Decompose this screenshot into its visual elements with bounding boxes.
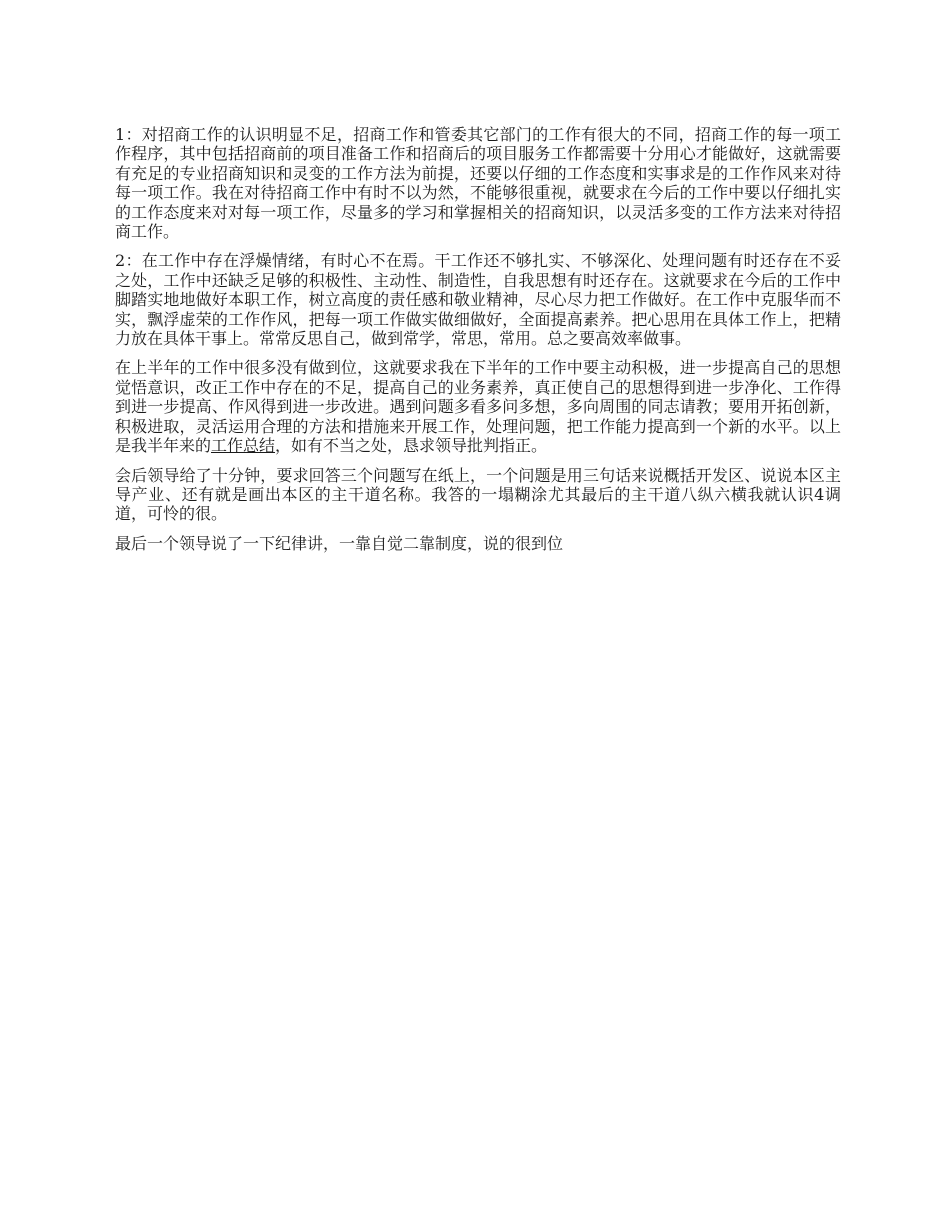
work-summary-link[interactable]: 工作总结 [211,436,276,456]
document-body [115,125,841,563]
paragraph-3 [115,358,841,455]
paragraph-4: 会后领导给了十分钟，要求回答三个问题写在纸上，一个问题是用三句话来说概括开发区、说说本区主导产业、还有就是画出本区的主干道名称。我答的一塌糊涂尤其最后的主干道八纵六横我就认识4调道，可怜的很。 [115,465,841,524]
paragraph-3-text-before: 在上半年的工作中很多没有做到位，这就要求我在下半年的工作中要主动积极，进一步提高自己的思想觉悟意识，改正工作中存在的不足，提高自己的业务素养，真正使自己的思想得到进一步净化、工作得到进一步提高、作风得到进一步改进。遇到问题多看多问多想，多向周围的同志请教；要用开拓创新，积极进取，灵活运用合理的方法和措施来开展工作，处理问题，把工作能力提高到一个新的水平。以上是我半年来的 [115,358,841,456]
paragraph-5: 最后一个领导说了一下纪律讲，一靠自觉二靠制度，说的很到位 [115,533,564,553]
paragraph-2: 2：在工作中存在浮燥情绪，有时心不在焉。干工作还不够扎实、不够深化、处理问题有时还存在不妥之处，工作中还缺乏足够的积极性、主动性、制造性，自我思想有时还存在。这就要求在今后的工作中脚踏实地地做好本职工作，树立高度的责任感和敬业精神，尽心尽力把工作做好。在工作中克服华而不实，飘浮虚荣的工作作风，把每一项工作做实做细做好，全面提高素养。把心思用在具体工作上，把精力放在具体干事上。常常反思自己，做到常学，常思，常用。总之要高效率做事。 [115,251,841,349]
paragraph-1: 1：对招商工作的认识明显不足，招商工作和管委其它部门的工作有很大的不同，招商工作的每一项工作程序，其中包括招商前的项目准备工作和招商后的项目服务工作都需要十分用心才能做好，这就需要有充足的专业招商知识和灵变的工作方法为前提，还要以仔细的工作态度和实事求是的工作作风来对待每一项工作。我在对待招商工作中有时不以为然，不能够很重视，就要求在今后的工作中要以仔细扎实的工作态度来对对每一项工作，尽量多的学习和掌握相关的招商知识，以灵活多变的工作方法来对待招商工作。 [115,125,841,242]
paragraph-3-text-after: ，如有不当之处，恳求领导批判指正。 [275,436,548,456]
